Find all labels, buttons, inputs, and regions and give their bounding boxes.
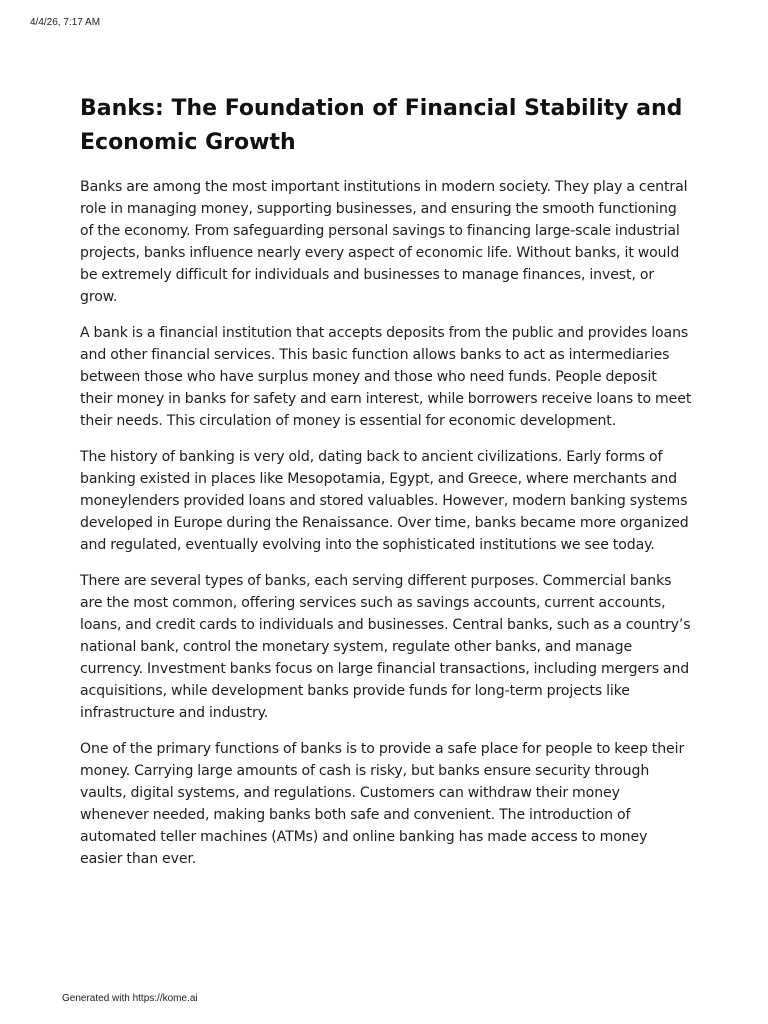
article-title: Banks: The Foundation of Financial Stability and Economic Growth [80,96,683,155]
paragraph-2: A bank is a financial institution that accepts deposits from the public and provides loans and other financial services. This basic function allows banks to act as intermediaries between those who have surplus money and those who need funds. People deposit their money in banks for safety and earn interest, while borrowers receive loans to meet their needs. This circulation of money is essential for economic development. [80,325,692,429]
generated-with-footer: Generated with https://kome.ai [62,993,198,1004]
print-timestamp: 4/4/26, 7:17 AM [30,17,101,28]
paragraph-3: The history of banking is very old, dating back to ancient civilizations. Early forms of banking existed in places like Mesopotamia, Egypt, and Greece, where merchants and moneylenders provided loans and stored valuables. However, modern banking systems developed in Europe during the Renaissance. Over time, banks became more organized and regulated, eventually evolving into the sophisticated institutions we see today. [80,449,689,553]
article-body [80,176,692,870]
paragraph-4: There are several types of banks, each serving different purposes. Commercial banks are the most common, offering services such as savings accounts, current accounts, loans, and credit cards to individuals and businesses. Central banks, such as a country’s national bank, control the monetary system, regulate other banks, and manage currency. Investment banks focus on large financial transactions, including mergers and acquisitions, while development banks provide funds for long-term projects like infrastructure and industry. [80,573,691,721]
article [80,92,692,884]
paragraph-5: One of the primary functions of banks is to provide a safe place for people to keep their money. Carrying large amounts of cash is risky, but banks ensure security through vaults, digital systems, and regulations. Customers can withdraw their money whenever needed, making banks both safe and convenient. The introduction of automated teller machines (ATMs) and online banking has made access to money easier than ever. [80,741,685,867]
paragraph-1: Banks are among the most important institutions in modern society. They play a central role in managing money, supporting businesses, and ensuring the smooth functioning of the economy. From safeguarding personal savings to financing large-scale industrial projects, banks influence nearly every aspect of economic life. Without banks, it would be extremely difficult for individuals and businesses to manage finances, invest, or grow. [80,179,688,305]
